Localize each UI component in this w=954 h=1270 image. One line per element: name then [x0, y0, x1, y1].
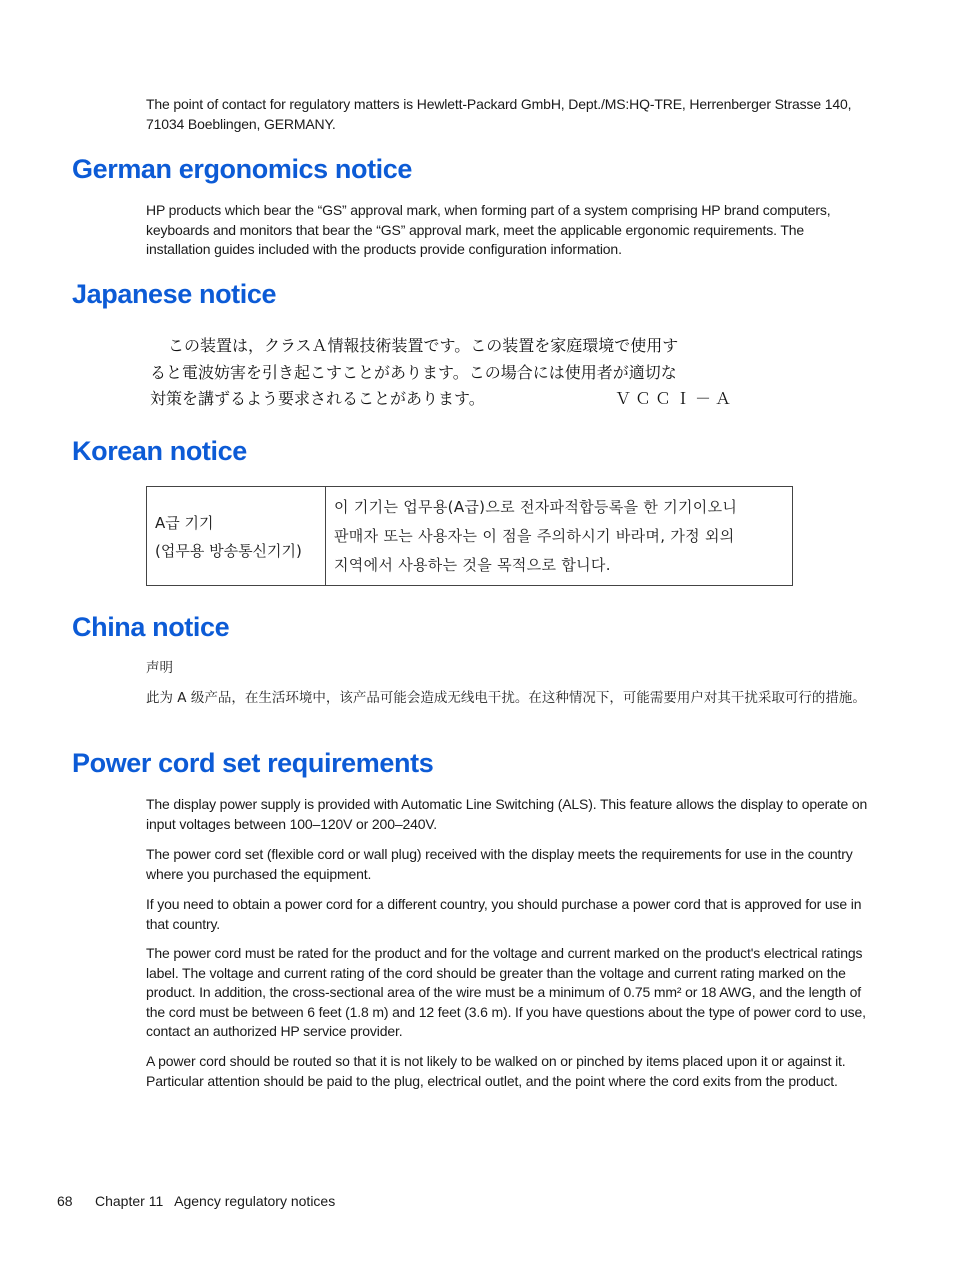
power-cord-paragraph-3: If you need to obtain a power cord for a different country, you should purchase a power cord that is approved for use in that country. — [146, 896, 862, 932]
german-ergonomics-heading: German ergonomics notice — [72, 154, 412, 184]
korean-desc-line-2: 판매자 또는 사용자는 이 점을 주의하시기 바라며, 가정 외의 — [334, 527, 735, 545]
power-cord-paragraph-4: The power cord must be rated for the product and for the voltage and current marked on the product's electrical ratings label. The voltage and current rating of the cord should be greater than the voltage and current rating marked on the product. In addition, the cross-sectional area of the wire must be a minimum of 0.75 mm² or 18 AWG, and the length of the cord must be between 6 feet (1.8 m) and 12 feet (3.6 m). If you have questions about the type of power cord to use, contact an authorized HP service provider. — [146, 945, 866, 1039]
japanese-line-1: この装置は，クラスＡ情報技術装置です。この装置を家庭環境で使用す — [168, 336, 679, 355]
page-footer — [57, 1192, 335, 1211]
japanese-line-3-row — [150, 386, 736, 413]
power-cord-paragraph-5: A power cord should be routed so that it is not likely to be walked on or pinched by items placed upon it or against it. Particular attention should be paid to the plug, electrical outlet, and the point where the cord exits from the product. — [146, 1053, 846, 1089]
korean-notice-heading: Korean notice — [72, 436, 247, 466]
korean-class-line-2: (업무용 방송통신기기) — [155, 542, 302, 560]
vcci-class-label: ＶＣＣＩ－Ａ — [615, 389, 736, 408]
contact-paragraph: The point of contact for regulatory matters is Hewlett-Packard GmbH, Dept./MS:HQ-TRE, Herrenberger Strasse 140, 71034 Boeblingen, GERMANY. — [146, 96, 852, 132]
power-cord-heading: Power cord set requirements — [72, 748, 434, 778]
page-number: 68 — [57, 1193, 73, 1209]
korean-class-line-1: A급 기기 — [155, 514, 214, 532]
german-ergonomics-paragraph: HP products which bear the “GS” approval mark, when forming part of a system comprising HP brand computers, keyboards and monitors that bear the “GS” approval mark, meet the applicable ergonomic requirements. The installation guides included with the products provide configuration information. — [146, 202, 831, 257]
power-cord-paragraph-1: The display power supply is provided with Automatic Line Switching (ALS). This feature allows the display to operate on input voltages between 100–120V or 200–240V. — [146, 796, 868, 832]
japanese-line-2: ると電波妨害を引き起こすことがあります。この場合には使用者が適切な — [150, 362, 677, 382]
china-notice-title: 声明 — [146, 660, 173, 676]
korean-desc-line-3: 지역에서 사용하는 것을 목적으로 합니다. — [334, 556, 611, 574]
china-notice-heading: China notice — [72, 612, 230, 642]
japanese-notice-heading: Japanese notice — [72, 279, 277, 309]
china-notice-paragraph: 此为 A 级产品，在生活环境中，该产品可能会造成无线电干扰。在这种情况下，可能需要用户对其干扰采取可行的措施。 — [146, 690, 866, 706]
chapter-title: Chapter 11 Agency regulatory notices — [95, 1193, 336, 1209]
korean-table-description-cell — [326, 487, 792, 585]
korean-notice-table — [146, 486, 793, 586]
power-cord-paragraph-2: The power cord set (flexible cord or wall plug) received with the display meets the requirements for use in the country where you purchased the equipment. — [146, 846, 853, 882]
japanese-notice-text — [150, 333, 736, 413]
japanese-line-3: 対策を講ずるよう要求されることがあります。 — [150, 389, 485, 408]
korean-desc-line-1: 이 기기는 업무용(A급)으로 전자파적합등록을 한 기기이오니 — [334, 498, 738, 516]
korean-table-class-cell — [147, 487, 326, 585]
